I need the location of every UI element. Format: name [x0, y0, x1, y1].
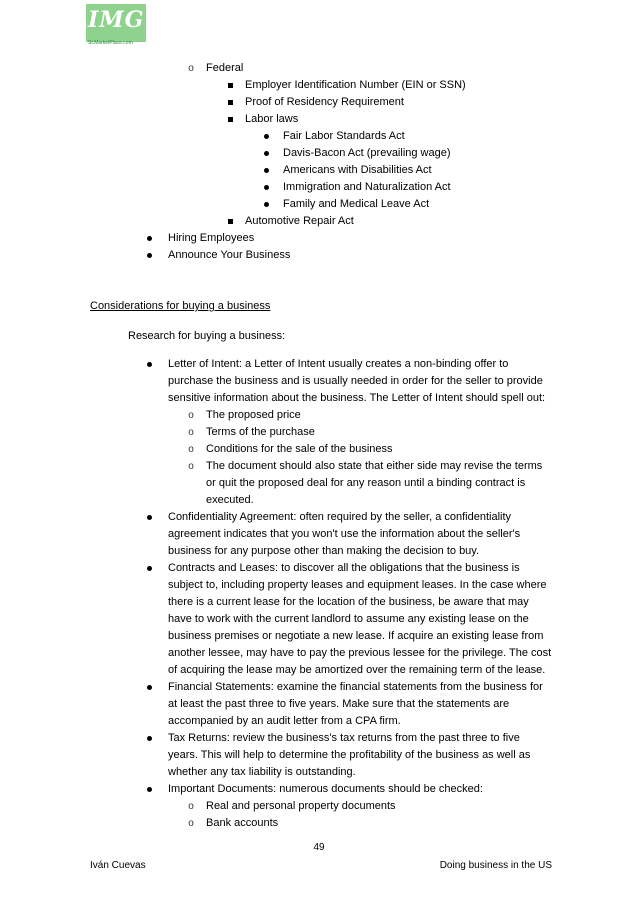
paragraph-line: Important Documents: numerous documents should be checked:	[168, 783, 483, 795]
federal-item: Proof of Residency Requirement	[245, 96, 404, 108]
dot-bullet-icon	[145, 230, 155, 241]
dot-bullet-icon	[145, 247, 155, 258]
paragraph-line: agreement indicates that you won't use the information about the seller's	[168, 528, 521, 540]
paragraph-line: subject to, including property leases and equipment leases. In the case where	[168, 579, 547, 591]
paragraph-line: business for any purpose other than making the decision to buy.	[168, 545, 480, 557]
dot-bullet-icon	[262, 196, 272, 207]
footer-title: Doing business in the US	[439, 860, 552, 871]
circle-bullet-icon: o	[188, 801, 194, 812]
circle-bullet-icon: o	[188, 444, 194, 455]
square-bullet-icon	[226, 111, 236, 122]
document-item: Bank accounts	[206, 817, 279, 829]
paragraph-line: Confidentiality Agreement: often required by the seller, a confidentiality	[168, 511, 512, 523]
paragraph-line: of acquiring the lease may be amortized over the remaining term of the lease.	[168, 664, 546, 676]
paragraph-line: another lessee, may have to pay the previous lessee for the privilege. The cost	[168, 647, 552, 659]
footer-author: Iván Cuevas	[90, 860, 146, 871]
square-bullet-icon	[226, 213, 236, 224]
paragraph-line: whether any tax liability is outstanding.	[168, 766, 356, 778]
automotive-item: Automotive Repair Act	[245, 215, 354, 227]
paragraph-line: Letter of Intent: a Letter of Intent usually creates a non-binding offer to	[168, 358, 509, 370]
circle-bullet-icon: o	[188, 818, 194, 829]
square-bullet-icon	[226, 77, 236, 88]
loi-item: The proposed price	[206, 409, 301, 421]
hiring-item: Hiring Employees	[168, 232, 255, 244]
logo-caption: St.MarketPlace.com	[88, 40, 133, 46]
labor-law-item: Americans with Disabilities Act	[283, 164, 432, 176]
company-logo	[82, 4, 168, 50]
federal-label: Federal	[206, 62, 244, 74]
paragraph-line: executed.	[206, 494, 254, 506]
section-heading: Considerations for buying a business	[90, 300, 271, 312]
paragraph-line: at least the past three to five years. Make sure that the statements are	[168, 698, 510, 710]
document-item: Real and personal property documents	[206, 800, 396, 812]
paragraph-line: Financial Statements: examine the financial statements from the business for	[168, 681, 543, 693]
federal-item: Labor laws	[245, 113, 299, 125]
dot-bullet-icon	[145, 356, 155, 367]
paragraph-line: there is a current lease for the location of the business, be aware that may	[168, 596, 529, 608]
section-intro: Research for buying a business:	[128, 330, 286, 342]
dot-bullet-icon	[262, 162, 272, 173]
dot-bullet-icon	[145, 781, 155, 792]
announce-item: Announce Your Business	[168, 249, 291, 261]
dot-bullet-icon	[262, 128, 272, 139]
circle-bullet-icon: o	[188, 427, 194, 438]
circle-bullet-icon: o	[188, 410, 194, 421]
circle-bullet-icon: o	[188, 63, 194, 74]
square-bullet-icon	[226, 94, 236, 105]
paragraph-line: Tax Returns: review the business's tax returns from the past three to five	[168, 732, 520, 744]
paragraph-line: business premises or negotiate a new lease. If acquire an existing lease from	[168, 630, 544, 642]
dot-bullet-icon	[145, 679, 155, 690]
federal-item: Employer Identification Number (EIN or SSN)	[245, 79, 466, 91]
labor-law-item: Immigration and Naturalization Act	[283, 181, 451, 193]
logo-lettering: IMG	[88, 7, 145, 33]
paragraph-line: Contracts and Leases: to discover all the obligations that the business is	[168, 562, 520, 574]
dot-bullet-icon	[145, 509, 155, 520]
paragraph-line: sensitive information about the business. The Letter of Intent should spell out:	[168, 392, 546, 404]
paragraph-line: years. This will help to determine the profitability of the business as well as	[168, 749, 531, 761]
labor-law-item: Fair Labor Standards Act	[283, 130, 405, 142]
paragraph-line: The document should also state that either side may revise the terms	[206, 460, 543, 472]
dot-bullet-icon	[262, 145, 272, 156]
page-number: 49	[313, 842, 325, 853]
paragraph-line: purchase the business and is usually needed in order for the seller to provide	[168, 375, 543, 387]
paragraph-line: have to work with the current landlord to assume any existing lease on the	[168, 613, 529, 625]
paragraph-line: or quit the proposed deal for any reason until a binding contract is	[206, 477, 526, 489]
dot-bullet-icon	[262, 179, 272, 190]
dot-bullet-icon	[145, 560, 155, 571]
labor-law-item: Davis-Bacon Act (prevailing wage)	[283, 147, 451, 159]
paragraph-line: accompanied by an audit letter from a CPA firm.	[168, 715, 401, 727]
circle-bullet-icon: o	[188, 461, 194, 472]
labor-law-item: Family and Medical Leave Act	[283, 198, 430, 210]
dot-bullet-icon	[145, 730, 155, 741]
loi-item: Conditions for the sale of the business	[206, 443, 393, 455]
loi-item: Terms of the purchase	[206, 426, 315, 438]
